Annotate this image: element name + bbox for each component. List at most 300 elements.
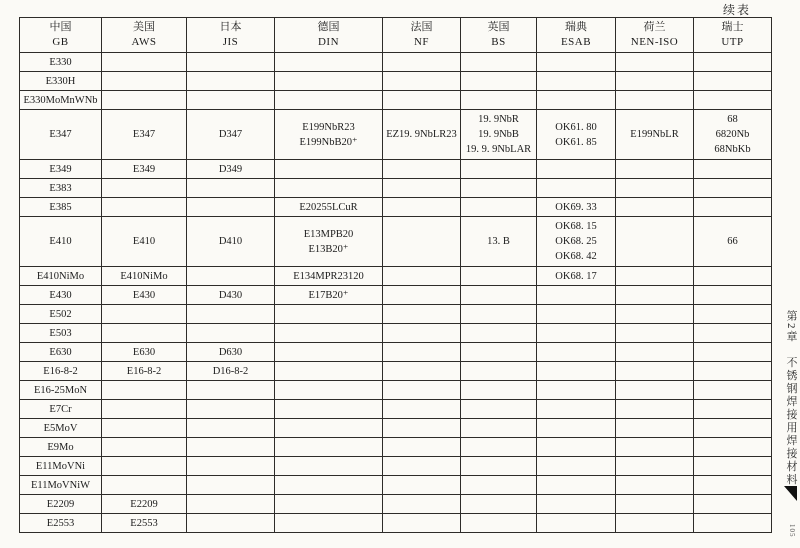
table-cell — [461, 179, 537, 198]
table-cell — [616, 438, 694, 457]
cell-line: 6820Nb — [715, 129, 750, 140]
table-cell — [275, 53, 383, 72]
table-cell — [694, 381, 772, 400]
table-cell — [616, 343, 694, 362]
continued-table-label: 续表 — [723, 3, 752, 17]
column-standard-label: NEN-ISO — [630, 36, 679, 48]
table-cell — [616, 495, 694, 514]
table-cell — [102, 179, 187, 198]
cell-line: E410 — [132, 236, 156, 247]
table-cell — [20, 267, 102, 286]
table-cell — [383, 495, 461, 514]
table-row — [20, 438, 772, 457]
cell-line: E330MoMnWNb — [23, 94, 98, 106]
table-cell — [187, 198, 275, 217]
table-cell — [616, 476, 694, 495]
cell-line: D630 — [218, 346, 243, 358]
cell-line: D16-8-2 — [212, 365, 249, 377]
table-cell — [187, 267, 275, 286]
cell-line: E134MPR23120 — [293, 270, 364, 282]
table-cell — [461, 198, 537, 217]
table-cell — [20, 324, 102, 343]
table-cell — [383, 160, 461, 179]
table-cell — [461, 419, 537, 438]
table-cell — [694, 400, 772, 419]
table-cell — [383, 179, 461, 198]
electrode-standards-table — [19, 17, 772, 533]
cell-line: 19. 9NbB — [478, 129, 519, 140]
table-cell — [383, 362, 461, 381]
table-cell — [383, 286, 461, 305]
column-country-label: 荷兰 — [643, 21, 666, 33]
cell-line: E199NbB20⁺ — [299, 136, 358, 148]
table-cell — [187, 438, 275, 457]
table-cell — [383, 419, 461, 438]
table-cell — [383, 72, 461, 91]
column-header-bs — [461, 18, 537, 53]
table-cell — [461, 476, 537, 495]
table-cell — [275, 198, 383, 217]
cell-line: E349 — [49, 163, 72, 175]
page-marker-arrow-icon — [784, 486, 797, 501]
table-cell — [187, 324, 275, 343]
table-cell — [275, 305, 383, 324]
table-cell — [187, 91, 275, 110]
table-cell — [537, 419, 616, 438]
table-row — [20, 179, 772, 198]
table-cell — [694, 267, 772, 286]
table-row — [20, 476, 772, 495]
table-cell — [383, 476, 461, 495]
table-cell — [461, 305, 537, 324]
table-cell — [275, 438, 383, 457]
cell-line: E13B20⁺ — [308, 243, 349, 255]
table-cell — [187, 419, 275, 438]
table-cell — [383, 305, 461, 324]
table-cell — [537, 495, 616, 514]
cell-line: E199NbR23 — [302, 121, 355, 133]
table-cell — [102, 324, 187, 343]
column-header-esab — [537, 18, 616, 53]
cell-line: OK68. 17 — [555, 270, 597, 282]
table-cell — [275, 495, 383, 514]
table-cell — [537, 324, 616, 343]
column-country-label: 美国 — [133, 21, 155, 33]
cell-line: E330H — [45, 75, 76, 87]
table-cell — [616, 53, 694, 72]
column-country-label: 德国 — [317, 21, 340, 33]
table-cell — [102, 362, 187, 381]
table-cell — [187, 400, 275, 419]
table-cell — [102, 514, 187, 533]
table-cell — [20, 91, 102, 110]
table-cell — [537, 110, 616, 160]
cell-line: 68 — [727, 114, 738, 125]
table-cell — [694, 457, 772, 476]
cell-line: E2209 — [130, 498, 158, 510]
table-row — [20, 514, 772, 533]
table-cell — [20, 217, 102, 267]
table-cell — [20, 476, 102, 495]
cell-line: E199NbLR — [630, 129, 679, 140]
table-cell — [616, 179, 694, 198]
column-header-din — [275, 18, 383, 53]
table-cell — [20, 160, 102, 179]
table-cell — [537, 198, 616, 217]
table-cell — [275, 324, 383, 343]
cell-line: E16-8-2 — [43, 365, 78, 377]
cell-line: E2209 — [46, 498, 75, 510]
table-cell — [275, 217, 383, 267]
table-cell — [537, 267, 616, 286]
table-cell — [694, 514, 772, 533]
table-cell — [20, 362, 102, 381]
cell-line: E383 — [49, 182, 72, 194]
table-cell — [187, 305, 275, 324]
table-cell — [616, 72, 694, 91]
cell-line: E503 — [49, 327, 72, 339]
table-cell — [461, 514, 537, 533]
table-cell — [275, 381, 383, 400]
table-cell — [20, 514, 102, 533]
table-cell — [461, 324, 537, 343]
table-cell — [694, 343, 772, 362]
cell-line: E410NiMo — [36, 270, 85, 282]
table-row — [20, 160, 772, 179]
table-cell — [383, 217, 461, 267]
cell-line: E2553 — [130, 517, 158, 529]
table-cell — [102, 160, 187, 179]
cell-line: E20255LCuR — [299, 201, 358, 213]
table-row — [20, 91, 772, 110]
table-cell — [461, 217, 537, 267]
table-cell — [461, 457, 537, 476]
cell-line: E13MPB20 — [303, 228, 354, 240]
table-cell — [616, 324, 694, 343]
table-cell — [461, 110, 537, 160]
cell-line: OK61. 85 — [555, 136, 597, 148]
cell-line: D349 — [218, 163, 243, 175]
table-cell — [694, 160, 772, 179]
column-country-label: 法国 — [410, 21, 433, 33]
cell-line: E16-8-2 — [126, 365, 162, 377]
cell-line: E5MoV — [43, 422, 78, 434]
table-cell — [275, 419, 383, 438]
table-row — [20, 305, 772, 324]
table-row — [20, 286, 772, 305]
table-cell — [383, 110, 461, 160]
table-cell — [102, 267, 187, 286]
table-cell — [102, 457, 187, 476]
cell-line: 13. B — [487, 236, 510, 247]
table-cell — [694, 362, 772, 381]
table-cell — [461, 362, 537, 381]
cell-line: E330 — [49, 56, 72, 68]
table-cell — [537, 160, 616, 179]
cell-line: E410 — [49, 236, 72, 247]
table-row — [20, 381, 772, 400]
table-cell — [187, 72, 275, 91]
table-cell — [694, 198, 772, 217]
table-cell — [694, 324, 772, 343]
table-cell — [20, 438, 102, 457]
table-cell — [383, 438, 461, 457]
table-cell — [537, 179, 616, 198]
table-cell — [187, 381, 275, 400]
column-standard-label: GB — [52, 36, 69, 48]
column-standard-label: BS — [491, 36, 506, 48]
table-cell — [383, 198, 461, 217]
cell-line: EZ19. 9NbLR23 — [386, 129, 457, 140]
table-row — [20, 217, 772, 267]
table-cell — [102, 400, 187, 419]
table-header-row — [20, 18, 772, 53]
cell-line: D430 — [218, 289, 243, 301]
table-cell — [383, 457, 461, 476]
cell-line: 19. 9. 9NbLAR — [465, 144, 532, 155]
table-cell — [187, 362, 275, 381]
table-cell — [537, 343, 616, 362]
cell-line: E430 — [132, 289, 156, 301]
table-cell — [187, 514, 275, 533]
cell-line: 66 — [727, 236, 738, 247]
cell-line: E2553 — [46, 517, 75, 529]
cell-line: E410NiMo — [120, 270, 168, 282]
table-cell — [275, 400, 383, 419]
table-cell — [616, 160, 694, 179]
table-cell — [102, 53, 187, 72]
table-cell — [616, 400, 694, 419]
table-cell — [187, 286, 275, 305]
table-cell — [275, 476, 383, 495]
table-cell — [383, 267, 461, 286]
table-cell — [616, 514, 694, 533]
column-header-nen-iso — [616, 18, 694, 53]
column-standard-label: ESAB — [560, 36, 592, 48]
table-cell — [275, 514, 383, 533]
cell-line: E9Mo — [47, 441, 74, 453]
table-cell — [187, 160, 275, 179]
table-cell — [20, 343, 102, 362]
table-cell — [102, 438, 187, 457]
table-cell — [20, 400, 102, 419]
column-country-label: 日本 — [219, 21, 242, 33]
cell-line: 19. 9NbR — [478, 114, 519, 125]
table-cell — [616, 91, 694, 110]
table-cell — [694, 419, 772, 438]
table-row — [20, 457, 772, 476]
column-header-jis — [187, 18, 275, 53]
side-page-number: 105 — [788, 524, 796, 538]
table-cell — [275, 286, 383, 305]
table-cell — [102, 286, 187, 305]
table-cell — [616, 419, 694, 438]
table-row — [20, 362, 772, 381]
table-cell — [275, 179, 383, 198]
table-cell — [102, 495, 187, 514]
column-header-nf — [383, 18, 461, 53]
table-row — [20, 419, 772, 438]
table-cell — [187, 457, 275, 476]
table-cell — [102, 476, 187, 495]
table-cell — [537, 217, 616, 267]
table-cell — [383, 514, 461, 533]
table-cell — [461, 438, 537, 457]
table-cell — [461, 381, 537, 400]
table-cell — [461, 286, 537, 305]
table-cell — [187, 495, 275, 514]
table-cell — [694, 110, 772, 160]
cell-line: E502 — [49, 308, 72, 320]
table-cell — [20, 305, 102, 324]
table-cell — [537, 91, 616, 110]
table-cell — [102, 110, 187, 160]
cell-line: E630 — [49, 346, 72, 358]
table-cell — [616, 198, 694, 217]
table-row — [20, 400, 772, 419]
table-cell — [537, 305, 616, 324]
cell-line: D347 — [218, 129, 243, 140]
table-cell — [537, 286, 616, 305]
cell-line: E7Cr — [49, 403, 72, 415]
table-cell — [102, 343, 187, 362]
table-cell — [275, 110, 383, 160]
table-cell — [20, 110, 102, 160]
table-cell — [461, 267, 537, 286]
table-cell — [616, 267, 694, 286]
table-cell — [461, 343, 537, 362]
table-cell — [537, 514, 616, 533]
table-cell — [537, 72, 616, 91]
cell-line: E430 — [49, 289, 72, 301]
table-cell — [275, 72, 383, 91]
table-cell — [537, 53, 616, 72]
column-header-utp — [694, 18, 772, 53]
table-cell — [275, 91, 383, 110]
table-cell — [694, 495, 772, 514]
table-cell — [537, 476, 616, 495]
table-cell — [187, 217, 275, 267]
chapter-side-caption: 第2章 不锈钢焊接用焊接材料 — [785, 310, 797, 487]
cell-line: E16-25MoN — [33, 384, 88, 396]
table-cell — [383, 91, 461, 110]
table-cell — [694, 305, 772, 324]
table-cell — [694, 91, 772, 110]
table-cell — [616, 305, 694, 324]
table-cell — [694, 438, 772, 457]
table-cell — [694, 53, 772, 72]
table-cell — [102, 419, 187, 438]
table-row — [20, 110, 772, 160]
cell-line: E347 — [49, 129, 72, 140]
table-row — [20, 267, 772, 286]
table-cell — [537, 381, 616, 400]
table-cell — [20, 286, 102, 305]
column-standard-label: AWS — [131, 36, 157, 48]
table-cell — [383, 400, 461, 419]
table-cell — [616, 362, 694, 381]
table-cell — [537, 438, 616, 457]
cell-line: OK68. 15 — [555, 221, 597, 232]
table-cell — [275, 267, 383, 286]
column-header-aws — [102, 18, 187, 53]
cell-line: OK61. 80 — [555, 121, 597, 133]
column-country-label: 中国 — [49, 21, 72, 33]
table-cell — [20, 72, 102, 91]
table-cell — [537, 362, 616, 381]
table-row — [20, 198, 772, 217]
table-cell — [616, 286, 694, 305]
table-row — [20, 53, 772, 72]
cell-line: E385 — [49, 201, 72, 213]
table-cell — [616, 457, 694, 476]
table-cell — [694, 72, 772, 91]
table-cell — [383, 343, 461, 362]
table-row — [20, 324, 772, 343]
table-row — [20, 343, 772, 362]
table-cell — [461, 72, 537, 91]
table-cell — [275, 160, 383, 179]
table-cell — [187, 179, 275, 198]
table-cell — [102, 198, 187, 217]
cell-line: D410 — [218, 236, 243, 247]
cell-line: E11MoVNi — [35, 460, 86, 472]
table-cell — [461, 160, 537, 179]
cell-line: E17B20⁺ — [308, 289, 349, 301]
table-cell — [102, 72, 187, 91]
table-cell — [461, 53, 537, 72]
table-cell — [102, 305, 187, 324]
column-standard-label: JIS — [222, 36, 239, 48]
table-cell — [102, 91, 187, 110]
table-cell — [187, 110, 275, 160]
table-cell — [694, 476, 772, 495]
table-cell — [537, 400, 616, 419]
table-cell — [187, 343, 275, 362]
table-cell — [20, 495, 102, 514]
table-cell — [187, 53, 275, 72]
table-cell — [20, 419, 102, 438]
cell-line: OK68. 25 — [555, 236, 597, 247]
table-cell — [383, 381, 461, 400]
column-standard-label: DIN — [317, 36, 340, 48]
table-cell — [383, 53, 461, 72]
table-row — [20, 72, 772, 91]
column-standard-label: NF — [413, 36, 430, 48]
column-header-gb — [20, 18, 102, 53]
table-cell — [20, 179, 102, 198]
table-cell — [616, 381, 694, 400]
cell-line: OK69. 33 — [555, 201, 597, 213]
table-cell — [187, 476, 275, 495]
table-cell — [275, 362, 383, 381]
table-cell — [694, 179, 772, 198]
table-cell — [275, 457, 383, 476]
table-cell — [20, 381, 102, 400]
table-cell — [461, 400, 537, 419]
table-cell — [102, 217, 187, 267]
table-cell — [20, 457, 102, 476]
cell-line: 68NbKb — [714, 144, 751, 155]
table-row — [20, 495, 772, 514]
table-cell — [616, 110, 694, 160]
table-cell — [694, 286, 772, 305]
table-cell — [383, 324, 461, 343]
table-cell — [461, 495, 537, 514]
cell-line: E630 — [132, 346, 156, 358]
table-cell — [461, 91, 537, 110]
cell-line: E347 — [132, 129, 156, 140]
